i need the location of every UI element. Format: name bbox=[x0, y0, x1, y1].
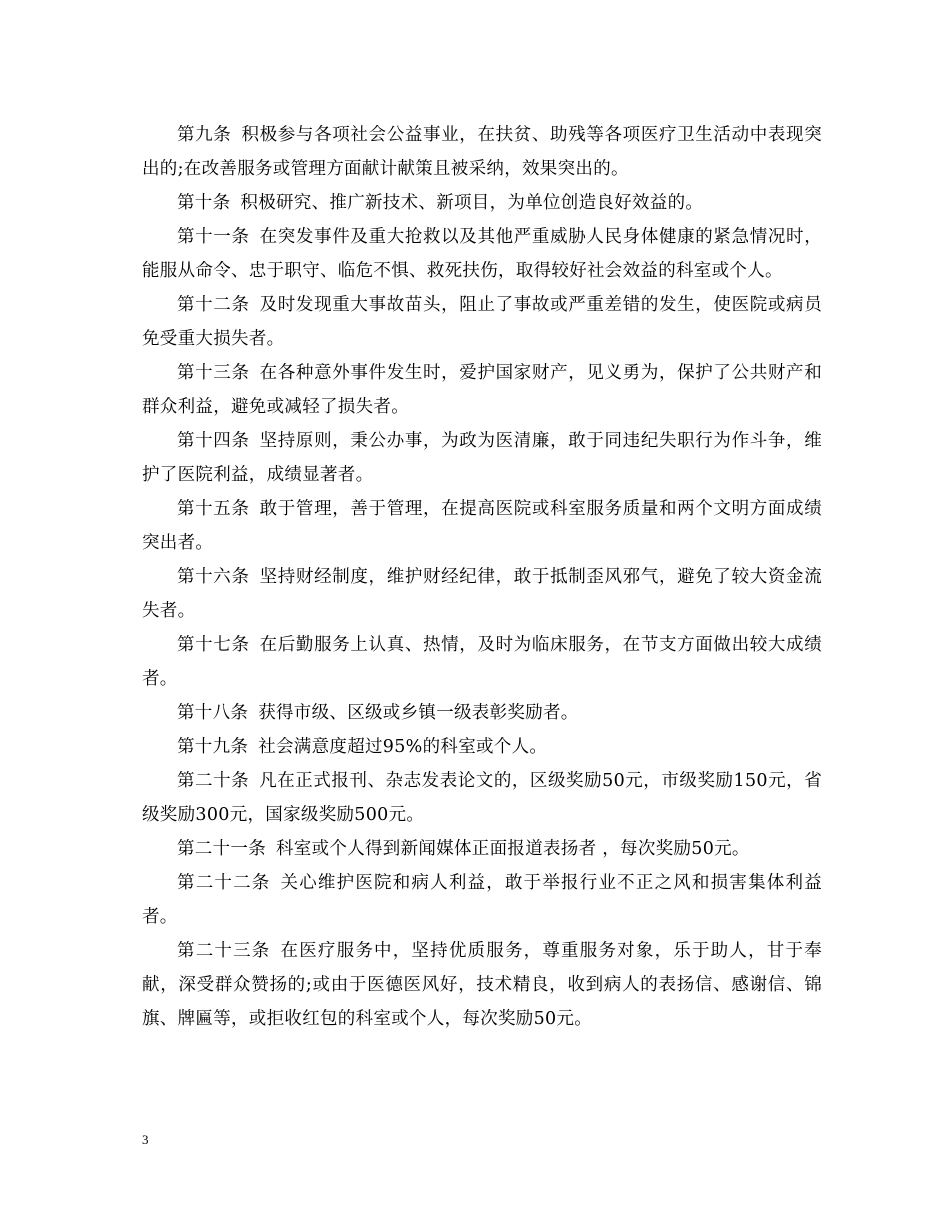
article-text: 在突发事件及重大抢救以及其他严重威胁人民身体健康的紧急情况时，能服从命令、忠于职守、临危不惧、救死扶伤，取得较好社会效益的科室或个人。 bbox=[142, 227, 822, 281]
article-label: 第十八条 bbox=[177, 703, 249, 723]
article-14 bbox=[142, 424, 822, 492]
article-label: 第十九条 bbox=[177, 737, 249, 757]
article-label: 第九条 bbox=[177, 125, 232, 145]
article-label: 第二十二条 bbox=[177, 873, 271, 893]
article-15 bbox=[142, 492, 822, 560]
article-9 bbox=[142, 118, 822, 186]
article-text: 积极参与各项社会公益事业，在扶贫、助残等各项医疗卫生活动中表现突出的;在改善服务或管理方面献计献策且被采纳，效果突出的。 bbox=[142, 125, 822, 179]
article-text: 敢于管理，善于管理，在提高医院或科室服务质量和两个文明方面成绩突出者。 bbox=[142, 499, 822, 553]
article-label: 第十一条 bbox=[177, 227, 250, 247]
article-text: 坚持财经制度，维护财经纪律，敢于抵制歪风邪气，避免了较大资金流失者。 bbox=[142, 567, 822, 621]
article-10 bbox=[142, 186, 822, 220]
article-text: 在各种意外事件发生时，爱护国家财产，见义勇为，保护了公共财产和群众利益，避免或减轻了损失者。 bbox=[142, 363, 822, 417]
article-label: 第二十一条 bbox=[177, 839, 266, 859]
article-label: 第十七条 bbox=[177, 635, 250, 655]
article-text: 科室或个人得到新闻媒体正面报道表扬者 ，每次奖励50元。 bbox=[276, 839, 750, 859]
article-text: 坚持原则，秉公办事，为政为医清廉，敢于同违纪失职行为作斗争，维护了医院利益，成绩显著者。 bbox=[142, 431, 822, 485]
article-label: 第十六条 bbox=[177, 567, 250, 587]
article-text: 及时发现重大事故苗头，阻止了事故或严重差错的发生，使医院或病员免受重大损失者。 bbox=[142, 295, 822, 349]
article-16 bbox=[142, 560, 822, 628]
article-20 bbox=[142, 764, 822, 832]
article-label: 第十二条 bbox=[177, 295, 250, 315]
article-label: 第十五条 bbox=[177, 499, 250, 519]
article-23 bbox=[142, 934, 822, 1036]
article-19 bbox=[142, 730, 822, 764]
article-21 bbox=[142, 832, 822, 866]
page-number: 3 bbox=[142, 1132, 149, 1147]
article-label: 第十四条 bbox=[177, 431, 250, 451]
article-label: 第十条 bbox=[177, 193, 231, 213]
article-12 bbox=[142, 288, 822, 356]
article-text: 社会满意度超过95%的科室或个人。 bbox=[258, 737, 548, 757]
article-13 bbox=[142, 356, 822, 424]
article-text: 获得市级、区级或乡镇一级表彰奖励者。 bbox=[258, 703, 579, 723]
article-text: 凡在正式报刊、杂志发表论文的，区级奖励50元，市级奖励150元，省级奖励300元，国家级奖励500元。 bbox=[142, 771, 822, 825]
article-text: 关心维护医院和病人利益，敢于举报行业不正之风和损害集体利益者。 bbox=[142, 873, 822, 927]
article-text: 积极研究、推广新技术、新项目，为单位创造良好效益的。 bbox=[240, 193, 704, 213]
article-text: 在医疗服务中，坚持优质服务，尊重服务对象，乐于助人，甘于奉献，深受群众赞扬的;或由于医德医风好，技术精良，收到病人的表扬信、感谢信、锦旗、牌匾等，或拒收红包的科室或个人，每次奖励50元。 bbox=[142, 941, 822, 1029]
article-label: 第十三条 bbox=[177, 363, 250, 383]
article-text: 在后勤服务上认真、热情，及时为临床服务，在节支方面做出较大成绩者。 bbox=[142, 635, 822, 689]
article-17 bbox=[142, 628, 822, 696]
article-22 bbox=[142, 866, 822, 934]
document-body bbox=[142, 118, 822, 1036]
article-label: 第二十条 bbox=[177, 771, 250, 791]
article-label: 第二十三条 bbox=[177, 941, 271, 961]
article-11 bbox=[142, 220, 822, 288]
article-18 bbox=[142, 696, 822, 730]
